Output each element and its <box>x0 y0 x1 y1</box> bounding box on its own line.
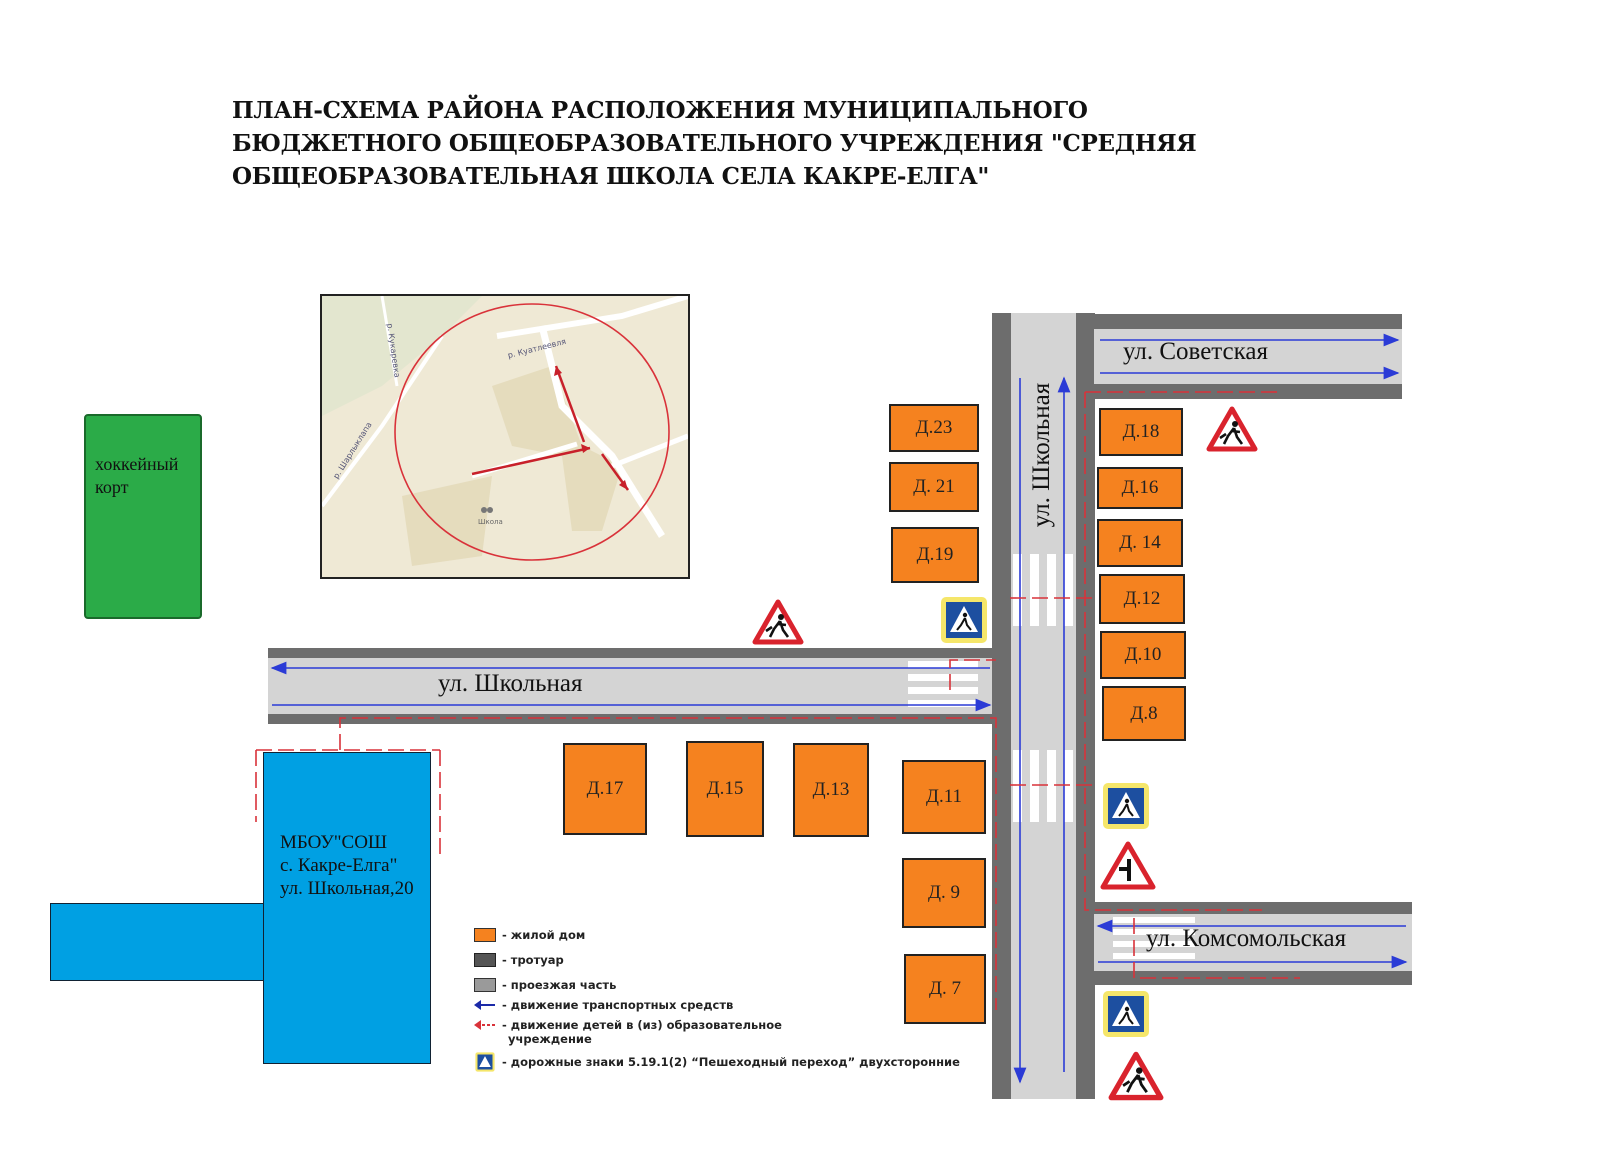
school-annex <box>50 903 266 981</box>
inset-label-top: р. Куатлеевля <box>506 336 567 361</box>
house-d7: Д. 7 <box>904 954 986 1024</box>
school-building <box>263 752 431 1064</box>
legend-label-traffic: - движение транспортных средств <box>502 998 734 1012</box>
legend-swatch-sidewalk <box>474 953 496 967</box>
pedestrian-crossing-sign-3 <box>1102 990 1150 1038</box>
legend-arrow-traffic-icon <box>474 998 496 1012</box>
house-d19: Д.19 <box>891 527 979 583</box>
house-d8: Д.8 <box>1102 686 1186 741</box>
legend-label-roadway: - проезжая часть <box>502 978 617 992</box>
legend-item-house <box>474 928 585 942</box>
inset-label-left: р. Шарлыклапа <box>331 420 374 481</box>
school-name-line-1: МБОУ"СОШ <box>280 832 388 853</box>
house-d11: Д.11 <box>902 760 986 834</box>
house-d14: Д. 14 <box>1097 519 1183 567</box>
house-d18: Д.18 <box>1099 408 1183 456</box>
house-d13: Д.13 <box>793 743 869 837</box>
legend-item-roadway <box>474 978 616 992</box>
legend-label-sidewalk: - тротуар <box>502 953 564 967</box>
hockey-court-label-2: корт <box>95 477 129 497</box>
street-label-shkolnaya-vertical: ул. Школьная <box>1028 382 1055 528</box>
inset-label-topleft: р. Кукаревка <box>385 322 402 379</box>
legend-item-traffic <box>474 998 733 1012</box>
house-d21: Д. 21 <box>889 462 979 512</box>
house-d23: Д.23 <box>889 404 979 452</box>
house-d17: Д.17 <box>563 743 647 835</box>
title-line-2: БЮДЖЕТНОГО ОБЩЕОБРАЗОВАТЕЛЬНОГО УЧРЕЖДЕНИЯ "СРЕДНЯЯ <box>232 130 1197 157</box>
title-line-1: ПЛАН-СХЕМА РАЙОНА РАСПОЛОЖЕНИЯ МУНИЦИПАЛЬНОГО <box>232 97 1088 124</box>
school-address: ул. Школьная,20 <box>280 878 414 899</box>
legend-label-children-2: учреждение <box>508 1032 592 1046</box>
house-d16: Д.16 <box>1097 467 1183 509</box>
inset-label-school: Школа <box>478 518 503 526</box>
house-d9: Д. 9 <box>902 858 986 928</box>
children-warning-sign-1 <box>752 599 804 645</box>
school-name-line-2: с. Какре-Елга" <box>280 855 398 876</box>
legend-label-signs: - дорожные знаки 5.19.1(2) “Пешеходный переход” двухсторонние <box>502 1055 960 1069</box>
legend-item-signs <box>474 1052 960 1072</box>
junction-warning-sign <box>1100 841 1156 891</box>
street-label-komsomolskaya: ул. Комсомольская <box>1146 925 1347 952</box>
house-d10: Д.10 <box>1100 631 1186 679</box>
legend-pedestrian-sign-icon <box>474 1052 496 1072</box>
legend-label-house: - жилой дом <box>502 928 586 942</box>
pedestrian-crossing-sign-1 <box>940 596 988 644</box>
legend-item-children <box>474 1018 782 1046</box>
hockey-court-label-1: хоккейный <box>95 454 179 474</box>
street-label-shkolnaya-horizontal: ул. Школьная <box>438 670 583 697</box>
children-warning-sign-2 <box>1206 406 1258 452</box>
legend-item-sidewalk <box>474 953 564 967</box>
house-d15: Д.15 <box>686 741 764 837</box>
street-label-sovetskaya: ул. Советская <box>1123 338 1268 365</box>
children-warning-sign-3 <box>1108 1051 1164 1101</box>
legend-arrow-children-icon <box>474 1018 496 1032</box>
house-d12: Д.12 <box>1099 574 1185 624</box>
legend-swatch-house <box>474 928 496 942</box>
legend-label-children-1: - движение детей в (из) образовательное <box>502 1018 782 1032</box>
pedestrian-crossing-sign-2 <box>1102 782 1150 830</box>
title-line-3: ОБЩЕОБРАЗОВАТЕЛЬНАЯ ШКОЛА СЕЛА КАКРЕ-ЕЛГА" <box>232 163 990 190</box>
legend-swatch-roadway <box>474 978 496 992</box>
